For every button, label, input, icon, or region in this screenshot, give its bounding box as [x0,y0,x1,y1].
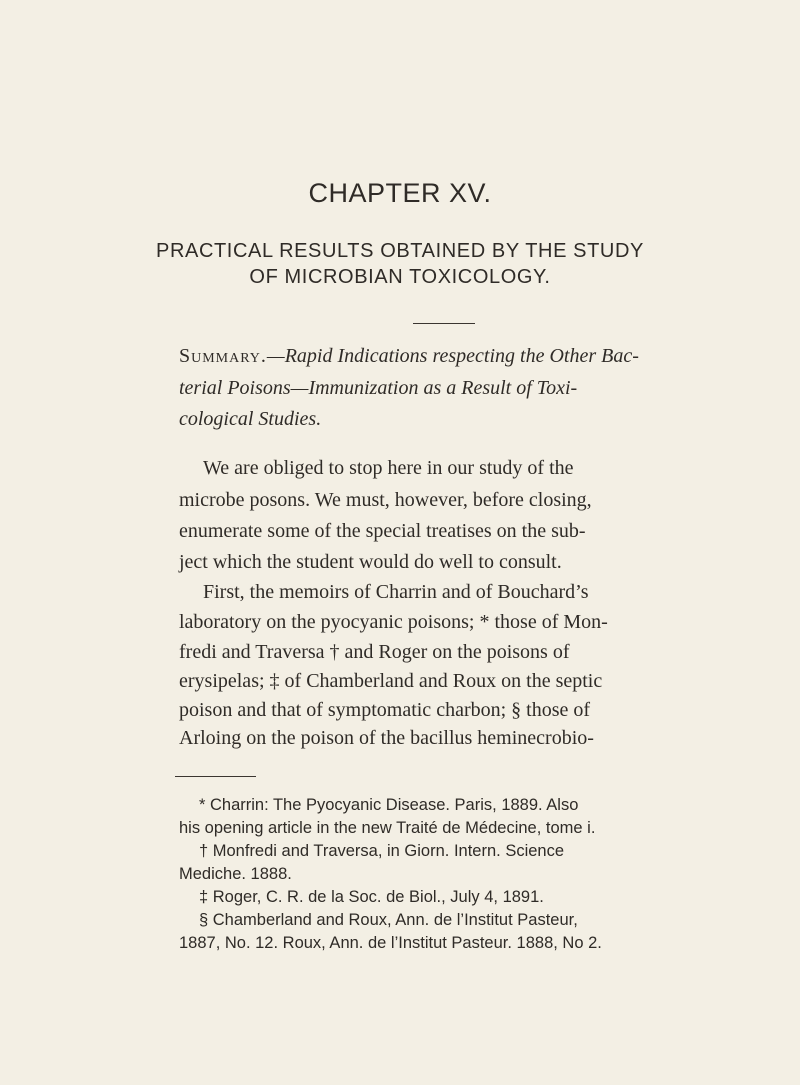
chapter-subtitle-line-2: OF MICROBIAN TOXICOLOGY. [249,266,551,288]
summary-label: Summary. [179,345,267,367]
title-divider [413,323,475,324]
chapter-subtitle-line-1: PRACTICAL RESULTS OBTAINED BY THE STUDY [156,240,644,262]
footnote-divider [175,776,256,777]
book-page: CHAPTER XV. PRACTICAL RESULTS OBTAINED BY THE STUDY OF MICROBIAN TOXICOLOGY. Summary.—Rapid Indications respecting the Other Bac- terial Poisons—Immunization as a Result of Toxi- cological Studies. We are obliged to stop here in our study of the microbe posons. We must, however, before closing, enumerate some of the special treatises on the sub- ject which the student would do well to consult. First, the memoirs of Charrin and of Bouchard’s laboratory on the pyocyanic poisons; * those of Mon- fredi and Traversa † and Roger on the poisons of erysipelas; ‡ of Chamberland and Roux on the septic poison and that of symptomatic charbon; § those of Arloing on the poison of the bacillus heminecrobio- * Charrin: The Pyocyanic Disease. Paris, 1889. Also his opening article in the new Traité de Médecine, tome i. † Monfredi and Traversa, in Giorn. Intern. Science Mediche. 1888. ‡ Roger, C. R. de la Soc. de Biol., July 4, 1891. § Chamberland and Roux, Ann. de l’Institut Pasteur, 1887, No. 12. Roux, Ann. de l’Institut Pasteur. 1888, No 2. [0,0,800,1085]
chapter-title: CHAPTER XV. [308,178,492,208]
summary-text-1: —Rapid Indications respecting the Other Bac- [266,345,639,367]
